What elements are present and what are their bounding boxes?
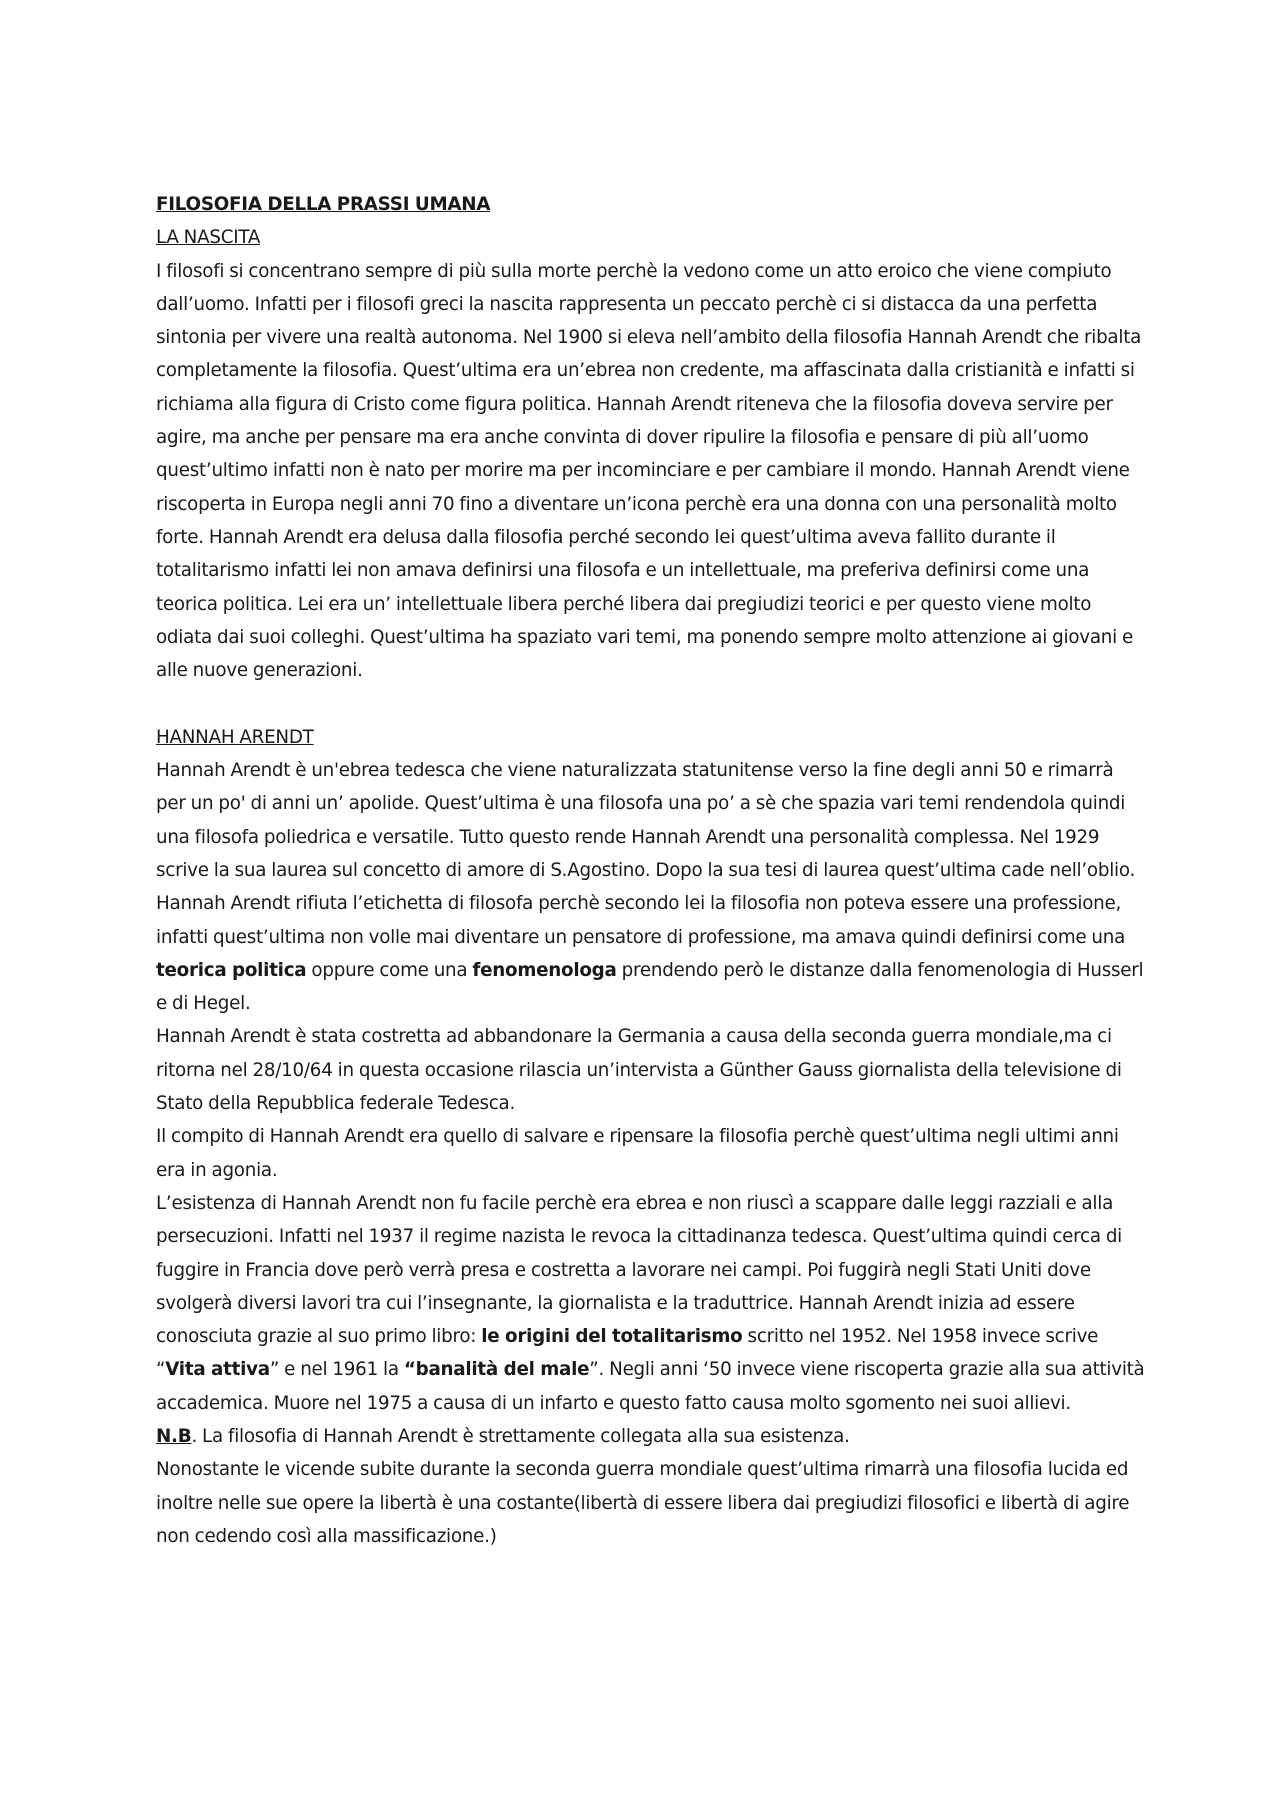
section-heading-hannah-arendt: HANNAH ARENDT (156, 726, 314, 748)
text-run: L’esistenza di Hannah Arendt non fu facile perchè era ebrea e non riuscì a scappare dalle leggi razziali e alla persecuzioni. Infatti nel 1937 il regime nazista le revoca la cittadinanza tedesca. Quest’ultima quindi cerca di fuggire in Francia dove però verrà presa e costretta a lavorare nei campi. Poi fuggirà negli Stati Uniti dove svolgerà diversi lavori tra cui l’insegnante, la giornalista e la traduttrice. Hannah Arendt inizia ad essere conosciuta grazie al suo primo libro: (156, 1192, 1123, 1348)
paragraph-nota-bene (156, 1420, 1146, 1453)
nb-label: N.B (156, 1425, 192, 1447)
text-run: oppure come una (306, 959, 473, 981)
paragraph-compito: Il compito di Hannah Arendt era quello di salvare e ripensare la filosofia perchè quest’ultima negli ultimi anni era in agonia. (156, 1126, 1119, 1181)
document-title: FILOSOFIA DELLA PRASSI UMANA (156, 194, 491, 215)
paragraph-conclusione: Nonostante le vicende subite durante la seconda guerra mondiale quest’ultima rimarrà una filosofia lucida ed inoltre nelle sue opere la libertà è una costante(libertà di essere libera dai pregiudizi filosofici e libertà di agire non cedendo così alla massificazione.) (156, 1459, 1130, 1547)
bold-term-fenomenologa: fenomenologa (472, 959, 617, 981)
bold-book-banalita-male: “banalità del male (403, 1359, 590, 1381)
text-run: . La filosofia di Hannah Arendt è strettamente collegata alla sua esistenza. (191, 1425, 850, 1447)
paragraph-germania: Hannah Arendt è stata costretta ad abbandonare la Germania a causa della seconda guerra mondiale,ma ci ritorna nel 28/10/64 in questa occasione rilascia un’intervista a Günther Gauss giornalista della televisione di Stato della Repubblica federale Tedesca. (156, 1026, 1122, 1115)
paragraph-esistenza (156, 1187, 1146, 1420)
section-heading-la-nascita: LA NASCITA (156, 227, 261, 249)
text-run: prendendo però le distanze dalla fenomenologia di Husserl e di Hegel. (156, 959, 1144, 1015)
document-page (156, 188, 1146, 1553)
paragraph-la-nascita: I filosofi si concentrano sempre di più sulla morte perchè la vedono come un atto eroico che viene compiuto dall’uomo. Infatti per i filosofi greci la nascita rappresenta un peccato perchè ci si distacca da una perfetta sintonia per vivere una realtà autonoma. Nel 1900 si eleva nell’ambito della filosofia Hannah Arendt che ribalta completamente la filosofia. Quest’ultima era un’ebrea non credente, ma affascinata dalla cristianità e infatti si richiama alla figura di Cristo come figura politica. Hannah Arendt riteneva che la filosofia doveva servire per agire, ma anche per pensare ma era anche convinta di dover ripulire la filosofia e pensare di più all’uomo quest’ultimo infatti non è nato per morire ma per incominciare e per cambiare il mondo. Hannah Arendt viene riscoperta in Europa negli anni 70 fino a diventare un’icona perchè era una donna con una personalità molto forte. Hannah Arendt era delusa dalla filosofia perché secondo lei quest’ultima aveva fallito durante il totalitarismo infatti lei non amava definirsi una filosofa e un intellettuale, ma preferiva definirsi come una teorica politica. Lei era un’ intellettuale libera perché libera dai pregiudizi teorici e per questo viene molto odiata dai suoi colleghi. Quest’ultima ha spaziato vari temi, ma ponendo sempre molto attenzione ai giovani e alle nuove generazioni. (156, 260, 1142, 682)
text-run: scritto nel 1952. Nel 1958 invece scrive “ (156, 1326, 1099, 1381)
text-run: ” e nel 1961 la (269, 1359, 404, 1381)
bold-term-teorica-politica: teorica politica (156, 959, 307, 981)
bold-book-vita-attiva: Vita attiva (165, 1359, 270, 1381)
text-run: Hannah Arendt è un'ebrea tedesca che viene naturalizzata statunitense verso la fine degli anni 50 e rimarrà per un po' di anni un’ apolide. Quest’ultima è una filosofa una po’ a sè che spazia vari temi rendendola quindi una filosofa poliedrica e versatile. Tutto questo rende Hannah Arendt una personalità complessa. Nel 1929 scrive la sua laurea sul concetto di amore di S.Agostino. Dopo la sua tesi di laurea quest’ultima cade nell’oblio. Hannah Arendt rifiuta l’etichetta di filosofa perchè secondo lei la filosofia non poteva essere una professione, infatti quest’ultima non volle mai diventare un pensatore di professione, ma amava quindi definirsi come una (156, 760, 1136, 948)
blank-line (156, 687, 1146, 720)
text-run: ”. Negli anni ‘50 invece viene riscoperta grazie alla sua attività accademica. Muore nel 1975 a causa di un infarto e questo fatto causa molto sgomento nei suoi allievi. (156, 1359, 1145, 1414)
paragraph-hannah-arendt-intro (156, 754, 1146, 1020)
bold-book-origini-totalitarismo: le origini del totalitarismo (481, 1326, 743, 1348)
